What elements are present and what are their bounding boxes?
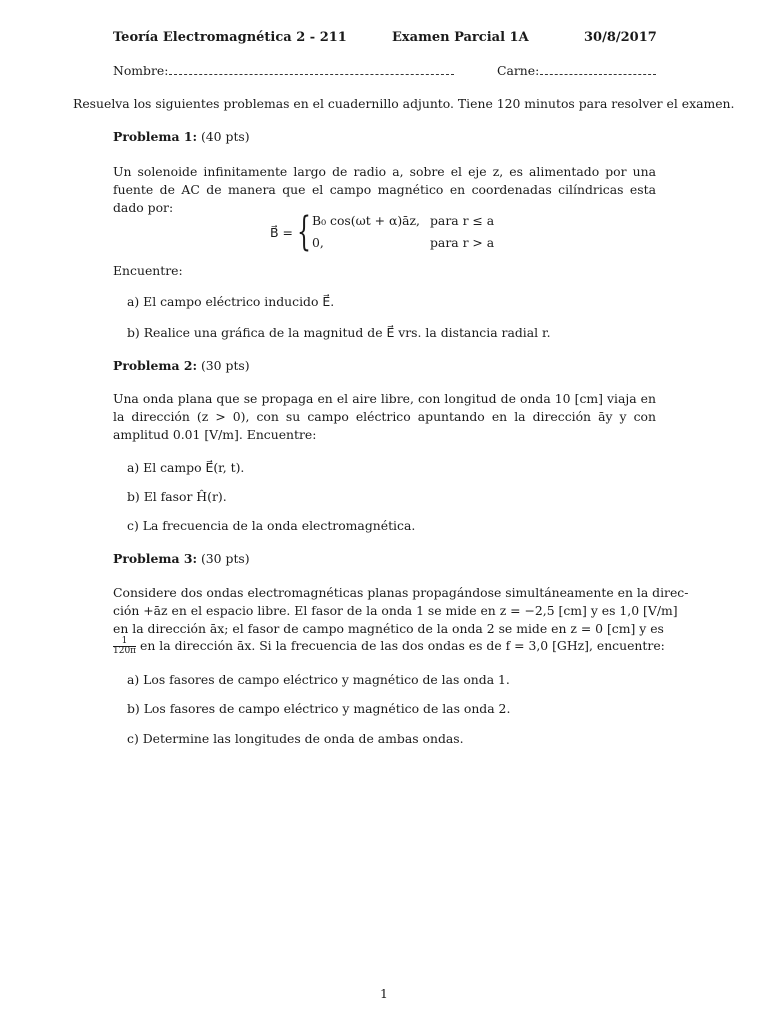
problem-3-points: (30 pts) — [200, 551, 250, 566]
problem-2-heading — [113, 357, 250, 375]
problem-3-item-a: a) Los fasores de campo eléctrico y magnético de las onda 1. — [127, 672, 510, 687]
equation-case2-value: 0, — [312, 235, 324, 250]
problem-3-intro-line-4-text: en la dirección āx. Si la frecuencia de las dos ondas es de f = 3,0 [GHz], encuentre: — [136, 638, 665, 653]
fraction-numerator: 1 — [113, 637, 136, 647]
exam-date: 30/8/2017 — [584, 30, 657, 45]
problem-2-item-c: c) La frecuencia de la onda electromagnética. — [127, 518, 416, 533]
fraction-denominator: 120π — [113, 646, 137, 656]
name-label: Nombre: — [113, 63, 169, 78]
problem-3-item-b: b) Los fasores de campo eléctrico y magnético de las onda 2. — [127, 701, 511, 716]
magnetic-field-equation — [270, 209, 510, 256]
problem-3-intro-line-3: en la dirección āx; el fasor de campo magnético de la onda 2 se mide en z = 0 [cm] y es — [113, 621, 664, 636]
carne-field — [497, 62, 656, 80]
problem-1-item-b: b) Realice una gráfica de la magnitud de E⃗ vrs. la distancia radial r. — [127, 325, 551, 340]
name-field — [113, 62, 454, 80]
problem-3-heading — [113, 550, 250, 568]
instructions: Resuelva los siguientes problemas en el cuadernillo adjunto. Tiene 120 minutos para resolver el examen. — [73, 96, 735, 111]
fraction-one-over-120pi — [113, 637, 136, 656]
problem-3-intro-line-2: ción +āz en el espacio libre. El fasor de la onda 1 se mide en z = −2,5 [cm] y es 1,0 [V/m] — [113, 603, 678, 618]
problem-2-item-b: b) El fasor Ĥ(r). — [127, 489, 227, 504]
exam-title: Examen Parcial 1A — [392, 30, 529, 45]
problem-1-intro: Un solenoide infinitamente largo de radio a, sobre el eje z, es alimentado por una fuente de AC de manera que el campo magnético en coordenadas cilíndricas esta dado por: — [113, 164, 656, 215]
name-blank-line — [169, 74, 454, 75]
problem-2-points: (30 pts) — [200, 358, 250, 373]
problem-1-find: Encuentre: — [113, 263, 183, 278]
carne-blank-line — [540, 74, 656, 75]
equation-case1-condition: para r ≤ a — [430, 213, 495, 228]
equation-lhs: B⃗ = — [270, 225, 293, 240]
course-title: Teoría Electromagnética 2 - 211 — [113, 30, 347, 45]
problem-3-title: Problema 3: — [113, 551, 198, 566]
page-number: 1 — [380, 986, 388, 1001]
problem-1-item-a: a) El campo eléctrico inducido E⃗. — [127, 294, 335, 309]
problem-2-item-a: a) El campo E⃗(r, t). — [127, 460, 245, 475]
problem-1-points: (40 pts) — [200, 129, 250, 144]
equation-case2-condition: para r > a — [430, 235, 495, 250]
problem-2-title: Problema 2: — [113, 358, 198, 373]
carne-label: Carne: — [497, 63, 540, 78]
problem-3-item-c: c) Determine las longitudes de onda de ambas ondas. — [127, 731, 464, 746]
equation-case1-value: B₀ cos(ωt + α)āz, — [312, 213, 421, 228]
equation-brace: { — [297, 209, 311, 255]
problem-3-intro-line-1: Considere dos ondas electromagnéticas planas propagándose simultáneamente en la direc- — [113, 585, 689, 600]
problem-2-intro: Una onda plana que se propaga en el aire libre, con longitud de onda 10 [cm] viaja en la dirección (z > 0), con su campo eléctrico apuntando en la dirección āy y con amplitud 0.01 [V/m]. Encuentre: — [113, 391, 656, 442]
problem-3-intro-line-4 — [113, 637, 665, 656]
problem-1-title: Problema 1: — [113, 129, 198, 144]
problem-1-heading — [113, 128, 250, 146]
